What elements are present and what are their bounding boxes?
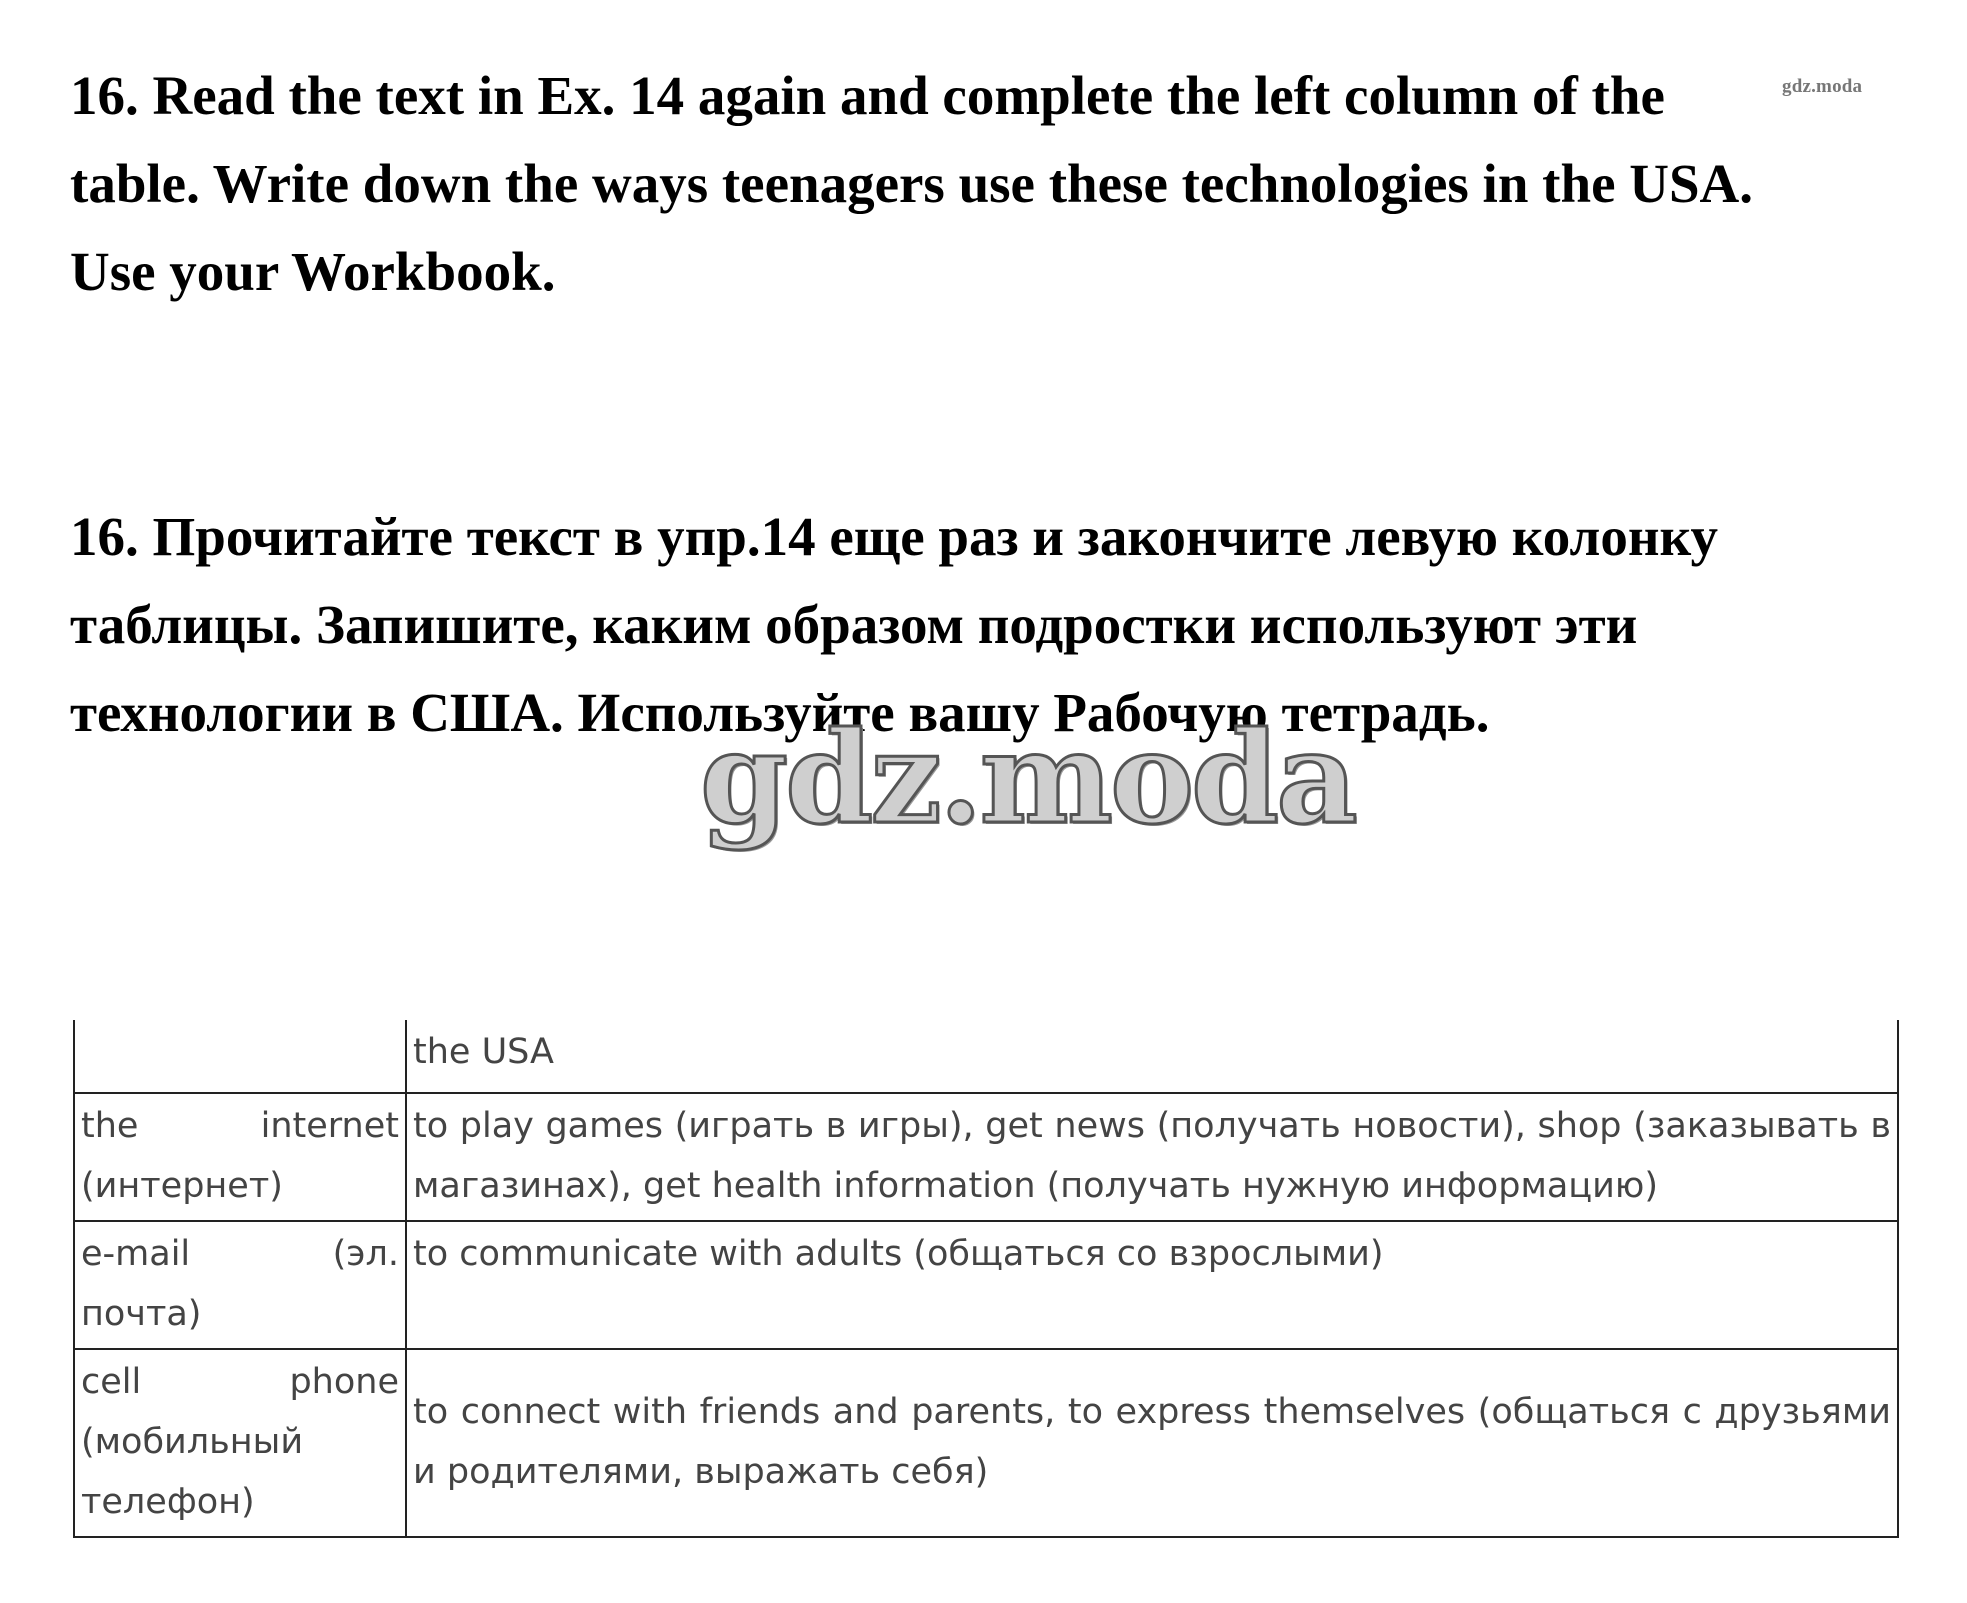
- table-cell-use: to connect with friends and parents, to express themselves (общаться с друзьями и родителями, выражать себя): [406, 1349, 1898, 1537]
- table-header-row: [74, 1020, 1898, 1093]
- task-russian: 16. Прочитайте текст в упр.14 еще раз и закончите левую колонку таблицы. Запишите, каким образом подростки используют эти технологии в США. Используйте вашу Рабочую тетрадь.: [70, 506, 1718, 743]
- table-header-cell-usa: the USA: [406, 1020, 1898, 1093]
- watermark-large: gdz.moda: [700, 704, 1355, 852]
- table-cell-use: to play games (играть в игры), get news (получать новости), shop (заказывать в магазинах), get health information (получать нужную информацию): [406, 1093, 1898, 1221]
- table-row: [74, 1093, 1898, 1221]
- table-cell-technology: the internet (интернет): [74, 1093, 406, 1221]
- table-row: [74, 1221, 1898, 1349]
- table-row: [74, 1349, 1898, 1537]
- table-cell-use: to communicate with adults (общаться со взрослыми): [406, 1221, 1898, 1349]
- table-cell-technology: cell phone (мобильный телефон): [74, 1349, 406, 1537]
- answer-table: [73, 1020, 1899, 1538]
- task-english: 16. Read the text in Ex. 14 again and complete the left column of the table. Write down the ways teenagers use these technologies in the USA. Use your Workbook.: [70, 65, 1754, 302]
- watermark-small: gdz.moda: [1782, 76, 1863, 97]
- table-header-cell-empty: [74, 1020, 406, 1093]
- table-cell-technology: e-mail (эл. почта): [74, 1221, 406, 1349]
